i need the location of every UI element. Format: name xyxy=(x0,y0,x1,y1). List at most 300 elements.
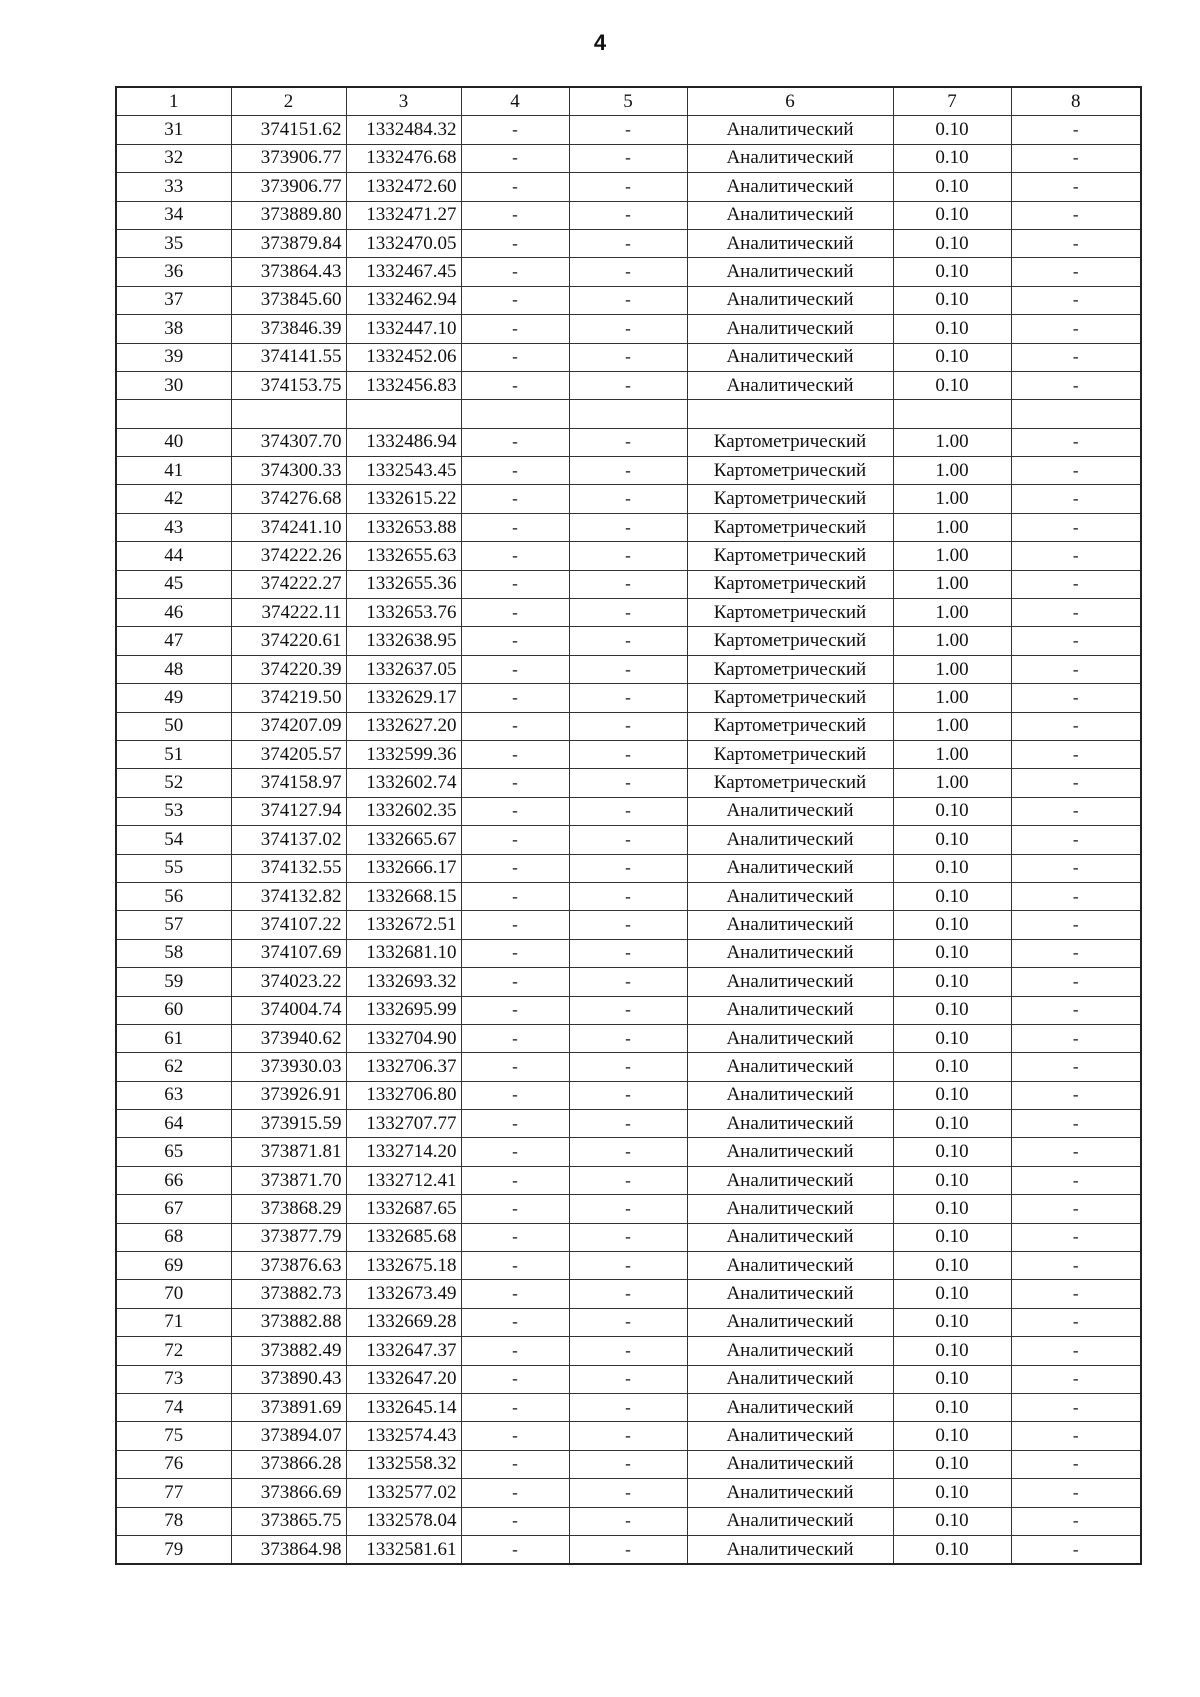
table-cell: - xyxy=(569,627,687,655)
table-cell: - xyxy=(1011,570,1141,598)
table-cell: 1332543.45 xyxy=(346,457,461,485)
table-cell: 1332484.32 xyxy=(346,116,461,144)
table-cell: 373891.69 xyxy=(231,1393,346,1421)
table-cell: 373845.60 xyxy=(231,286,346,314)
table-cell: 35 xyxy=(116,229,231,257)
table-cell: - xyxy=(569,542,687,570)
table-cell: Аналитический xyxy=(687,1053,893,1081)
table-row xyxy=(116,996,1141,1024)
table-cell: 373930.03 xyxy=(231,1053,346,1081)
table-cell: 64 xyxy=(116,1110,231,1138)
table-cell: - xyxy=(1011,968,1141,996)
table-row xyxy=(116,457,1141,485)
table-cell: 374276.68 xyxy=(231,485,346,513)
table-cell: 1332706.80 xyxy=(346,1081,461,1109)
table-cell: 0.10 xyxy=(893,1024,1011,1052)
table-cell: 34 xyxy=(116,201,231,229)
table-cell: 374151.62 xyxy=(231,116,346,144)
table-cell: - xyxy=(1011,684,1141,712)
table-cell: - xyxy=(461,882,569,910)
table-cell: - xyxy=(569,854,687,882)
table-cell: Аналитический xyxy=(687,1308,893,1336)
table-cell: 54 xyxy=(116,826,231,854)
table-row xyxy=(116,769,1141,797)
table-cell xyxy=(116,400,231,428)
table-cell: 374219.50 xyxy=(231,684,346,712)
table-cell: Аналитический xyxy=(687,371,893,399)
table-cell: 1332685.68 xyxy=(346,1223,461,1251)
table-cell: - xyxy=(461,173,569,201)
table-cell: 1332471.27 xyxy=(346,201,461,229)
table-cell: - xyxy=(569,996,687,1024)
table-cell: - xyxy=(569,1365,687,1393)
table-cell: Аналитический xyxy=(687,1479,893,1507)
table-cell: 1.00 xyxy=(893,684,1011,712)
table-cell xyxy=(461,400,569,428)
table-cell: 1332675.18 xyxy=(346,1252,461,1280)
table-cell: 0.10 xyxy=(893,826,1011,854)
table-cell: Аналитический xyxy=(687,882,893,910)
table-cell: - xyxy=(569,1138,687,1166)
table-cell: 374023.22 xyxy=(231,968,346,996)
table-cell: - xyxy=(1011,740,1141,768)
column-header-8: 8 xyxy=(1011,87,1141,116)
table-cell: - xyxy=(461,258,569,286)
table-cell: 1332629.17 xyxy=(346,684,461,712)
table-cell: 373864.98 xyxy=(231,1535,346,1564)
table-cell: 66 xyxy=(116,1166,231,1194)
table-cell: - xyxy=(461,371,569,399)
table-cell: - xyxy=(1011,712,1141,740)
table-cell: Аналитический xyxy=(687,996,893,1024)
table-cell: Аналитический xyxy=(687,1535,893,1564)
table-cell: - xyxy=(461,457,569,485)
table-cell: 1332655.63 xyxy=(346,542,461,570)
table-cell: 373871.81 xyxy=(231,1138,346,1166)
table-cell: 77 xyxy=(116,1479,231,1507)
table-cell: 0.10 xyxy=(893,343,1011,371)
table-cell: 374207.09 xyxy=(231,712,346,740)
column-header-7: 7 xyxy=(893,87,1011,116)
table-cell: 1332714.20 xyxy=(346,1138,461,1166)
table-cell: - xyxy=(569,428,687,456)
table-cell: 1332666.17 xyxy=(346,854,461,882)
table-cell: 1332665.67 xyxy=(346,826,461,854)
table-cell: 374222.26 xyxy=(231,542,346,570)
table-cell: - xyxy=(1011,173,1141,201)
table-cell: - xyxy=(569,1308,687,1336)
table-cell: - xyxy=(1011,144,1141,172)
table-cell: - xyxy=(1011,542,1141,570)
table-cell: Аналитический xyxy=(687,1138,893,1166)
table-cell: - xyxy=(1011,1110,1141,1138)
table-cell: 1332577.02 xyxy=(346,1479,461,1507)
table-cell: Аналитический xyxy=(687,1110,893,1138)
table-cell: Аналитический xyxy=(687,1365,893,1393)
table-cell: 1.00 xyxy=(893,485,1011,513)
table-row xyxy=(116,712,1141,740)
table-cell: 44 xyxy=(116,542,231,570)
table-cell: 373864.43 xyxy=(231,258,346,286)
table-cell: - xyxy=(461,1024,569,1052)
table-row xyxy=(116,485,1141,513)
table-cell: Аналитический xyxy=(687,797,893,825)
table-cell: 32 xyxy=(116,144,231,172)
table-row xyxy=(116,1166,1141,1194)
table-cell: 36 xyxy=(116,258,231,286)
table-cell: 45 xyxy=(116,570,231,598)
table-cell: Картометрический xyxy=(687,740,893,768)
table-cell: 61 xyxy=(116,1024,231,1052)
table-cell: 1332693.32 xyxy=(346,968,461,996)
table-cell: 1332602.35 xyxy=(346,797,461,825)
table-cell: - xyxy=(461,1110,569,1138)
table-cell: 1332687.65 xyxy=(346,1195,461,1223)
table-cell: 0.10 xyxy=(893,1422,1011,1450)
table-cell: - xyxy=(461,1365,569,1393)
table-cell: - xyxy=(1011,1507,1141,1535)
table-cell: 373882.88 xyxy=(231,1308,346,1336)
table-cell: - xyxy=(461,1053,569,1081)
table-cell: 1332645.14 xyxy=(346,1393,461,1421)
table-cell: Аналитический xyxy=(687,968,893,996)
table-cell: Аналитический xyxy=(687,826,893,854)
table-cell: Аналитический xyxy=(687,1507,893,1535)
table-cell: 55 xyxy=(116,854,231,882)
table-cell: 0.10 xyxy=(893,173,1011,201)
table-cell: - xyxy=(461,116,569,144)
table-row xyxy=(116,116,1141,144)
table-cell: 0.10 xyxy=(893,1479,1011,1507)
table-row xyxy=(116,1195,1141,1223)
table-cell: 1332637.05 xyxy=(346,655,461,683)
table-cell: - xyxy=(461,1195,569,1223)
table-row xyxy=(116,882,1141,910)
table-cell: 0.10 xyxy=(893,1166,1011,1194)
table-cell xyxy=(346,400,461,428)
table-row xyxy=(116,1138,1141,1166)
table-cell: - xyxy=(569,684,687,712)
table-cell: - xyxy=(569,513,687,541)
table-cell: 1332673.49 xyxy=(346,1280,461,1308)
table-cell: 76 xyxy=(116,1450,231,1478)
table-cell: 38 xyxy=(116,315,231,343)
table-cell: 48 xyxy=(116,655,231,683)
table-cell: 374241.10 xyxy=(231,513,346,541)
table-cell: Картометрический xyxy=(687,542,893,570)
table-cell: 67 xyxy=(116,1195,231,1223)
table-cell: - xyxy=(461,1422,569,1450)
table-cell: - xyxy=(569,1393,687,1421)
table-cell: Аналитический xyxy=(687,1280,893,1308)
table-cell: 70 xyxy=(116,1280,231,1308)
table-cell xyxy=(231,400,346,428)
table-cell: 374127.94 xyxy=(231,797,346,825)
table-cell xyxy=(1011,400,1141,428)
table-cell: - xyxy=(569,1280,687,1308)
table-cell: 56 xyxy=(116,882,231,910)
table-cell: - xyxy=(461,428,569,456)
table-cell: Аналитический xyxy=(687,1024,893,1052)
table-cell: Картометрический xyxy=(687,457,893,485)
table-cell: - xyxy=(461,201,569,229)
table-cell: - xyxy=(569,371,687,399)
table-cell: - xyxy=(569,882,687,910)
table-cell: 374222.27 xyxy=(231,570,346,598)
table-cell: Аналитический xyxy=(687,1223,893,1251)
table-cell: 373865.75 xyxy=(231,1507,346,1535)
table-cell: - xyxy=(569,457,687,485)
table-cell: - xyxy=(461,797,569,825)
table-cell: 0.10 xyxy=(893,144,1011,172)
table-cell: 57 xyxy=(116,911,231,939)
table-cell: - xyxy=(569,1535,687,1564)
table-cell: - xyxy=(1011,201,1141,229)
table-cell: 1332456.83 xyxy=(346,371,461,399)
table-row xyxy=(116,740,1141,768)
table-cell: 373866.28 xyxy=(231,1450,346,1478)
table-cell: - xyxy=(461,144,569,172)
table-cell: - xyxy=(569,655,687,683)
table-cell: 373868.29 xyxy=(231,1195,346,1223)
table-cell: 373876.63 xyxy=(231,1252,346,1280)
table-cell: 1332704.90 xyxy=(346,1024,461,1052)
table-cell: - xyxy=(569,1110,687,1138)
table-cell: - xyxy=(461,542,569,570)
table-row xyxy=(116,173,1141,201)
table-cell: - xyxy=(569,599,687,627)
table-cell: - xyxy=(569,1252,687,1280)
table-cell: Картометрический xyxy=(687,570,893,598)
table-cell: 1332467.45 xyxy=(346,258,461,286)
table-cell: 0.10 xyxy=(893,1223,1011,1251)
table-row xyxy=(116,229,1141,257)
table-cell: - xyxy=(1011,1138,1141,1166)
table-cell: 373882.73 xyxy=(231,1280,346,1308)
table-cell: - xyxy=(569,1024,687,1052)
table-row xyxy=(116,968,1141,996)
table-cell: - xyxy=(461,485,569,513)
table-row xyxy=(116,684,1141,712)
table-cell: - xyxy=(1011,1081,1141,1109)
table-cell: Картометрический xyxy=(687,684,893,712)
table-cell: - xyxy=(461,1393,569,1421)
table-cell: 373866.69 xyxy=(231,1479,346,1507)
table-cell: 0.10 xyxy=(893,1393,1011,1421)
table-cell: Аналитический xyxy=(687,1252,893,1280)
table-cell: - xyxy=(569,1081,687,1109)
table-cell: 1332672.51 xyxy=(346,911,461,939)
table-cell: 1.00 xyxy=(893,599,1011,627)
table-cell: - xyxy=(569,1507,687,1535)
table-cell: - xyxy=(1011,1365,1141,1393)
table-row xyxy=(116,1479,1141,1507)
table-cell: - xyxy=(461,939,569,967)
table-cell: 47 xyxy=(116,627,231,655)
table-cell xyxy=(893,400,1011,428)
table-cell: 37 xyxy=(116,286,231,314)
table-cell: 0.10 xyxy=(893,201,1011,229)
table-cell: - xyxy=(1011,343,1141,371)
table-cell: 39 xyxy=(116,343,231,371)
table-cell: 0.10 xyxy=(893,1337,1011,1365)
table-cell: 0.10 xyxy=(893,1535,1011,1564)
table-row xyxy=(116,826,1141,854)
column-header-2: 2 xyxy=(231,87,346,116)
table-cell: 1332472.60 xyxy=(346,173,461,201)
table-cell: 1332602.74 xyxy=(346,769,461,797)
table-cell: 53 xyxy=(116,797,231,825)
table-cell: Аналитический xyxy=(687,1166,893,1194)
table-cell: 374153.75 xyxy=(231,371,346,399)
table-cell: - xyxy=(569,173,687,201)
table-row xyxy=(116,1422,1141,1450)
table-cell: 1332476.68 xyxy=(346,144,461,172)
table-cell: - xyxy=(461,1479,569,1507)
table-cell: - xyxy=(1011,513,1141,541)
table-row xyxy=(116,315,1141,343)
table-cell: - xyxy=(1011,911,1141,939)
table-cell: - xyxy=(461,996,569,1024)
table-cell: - xyxy=(569,315,687,343)
table-cell: - xyxy=(461,740,569,768)
table-cell: 1332558.32 xyxy=(346,1450,461,1478)
table-cell: - xyxy=(569,712,687,740)
table-cell: 74 xyxy=(116,1393,231,1421)
table-cell: 58 xyxy=(116,939,231,967)
table-cell: - xyxy=(1011,485,1141,513)
table-cell: 1332647.37 xyxy=(346,1337,461,1365)
table-cell: 1.00 xyxy=(893,428,1011,456)
table-cell: 1.00 xyxy=(893,627,1011,655)
table-row xyxy=(116,1053,1141,1081)
table-cell: 0.10 xyxy=(893,1138,1011,1166)
table-row xyxy=(116,627,1141,655)
table-cell: 51 xyxy=(116,740,231,768)
table-cell: 1332447.10 xyxy=(346,315,461,343)
table-cell: - xyxy=(569,968,687,996)
table-row xyxy=(116,513,1141,541)
table-cell: 52 xyxy=(116,769,231,797)
table-row xyxy=(116,1223,1141,1251)
table-cell: - xyxy=(1011,258,1141,286)
table-cell: Аналитический xyxy=(687,144,893,172)
table-cell: - xyxy=(1011,315,1141,343)
table-cell: 1.00 xyxy=(893,769,1011,797)
table-row xyxy=(116,201,1141,229)
table-cell: 1332574.43 xyxy=(346,1422,461,1450)
table-row xyxy=(116,797,1141,825)
table-cell: - xyxy=(569,939,687,967)
table-cell: 373906.77 xyxy=(231,144,346,172)
table-cell: Аналитический xyxy=(687,1393,893,1421)
table-cell: 0.10 xyxy=(893,1308,1011,1336)
table-row xyxy=(116,854,1141,882)
table-cell: - xyxy=(1011,1337,1141,1365)
table-row xyxy=(116,286,1141,314)
table-cell: - xyxy=(1011,371,1141,399)
table-cell: - xyxy=(569,1195,687,1223)
table-header xyxy=(116,87,1141,116)
page-number: 4 xyxy=(593,30,607,55)
table-cell: 373846.39 xyxy=(231,315,346,343)
table-cell: 374141.55 xyxy=(231,343,346,371)
table-cell: 72 xyxy=(116,1337,231,1365)
table-cell: 373877.79 xyxy=(231,1223,346,1251)
column-header-6: 6 xyxy=(687,87,893,116)
table-cell: 33 xyxy=(116,173,231,201)
table-cell: - xyxy=(461,911,569,939)
table-cell: 65 xyxy=(116,1138,231,1166)
table-cell: 59 xyxy=(116,968,231,996)
table-cell: - xyxy=(461,684,569,712)
table-cell: - xyxy=(569,769,687,797)
table-cell: - xyxy=(1011,457,1141,485)
table-row xyxy=(116,1507,1141,1535)
table-cell: Аналитический xyxy=(687,854,893,882)
table-cell: 1332653.76 xyxy=(346,599,461,627)
table-cell: 0.10 xyxy=(893,371,1011,399)
table-cell: 0.10 xyxy=(893,1081,1011,1109)
table-cell: - xyxy=(1011,1252,1141,1280)
coordinates-table xyxy=(115,86,1142,1565)
table-row xyxy=(116,144,1141,172)
table-cell: 0.10 xyxy=(893,258,1011,286)
table-cell: 30 xyxy=(116,371,231,399)
table-cell: - xyxy=(461,1507,569,1535)
table-cell: Картометрический xyxy=(687,428,893,456)
table-cell: 0.10 xyxy=(893,996,1011,1024)
table-cell: 0.10 xyxy=(893,1252,1011,1280)
table-cell: Аналитический xyxy=(687,1081,893,1109)
table-cell: 1332647.20 xyxy=(346,1365,461,1393)
table-cell: - xyxy=(569,911,687,939)
table-cell: - xyxy=(569,1479,687,1507)
table-cell: - xyxy=(461,769,569,797)
table-cell: 374222.11 xyxy=(231,599,346,627)
table-row xyxy=(116,1024,1141,1052)
table-cell: 1.00 xyxy=(893,542,1011,570)
table-cell: - xyxy=(1011,1223,1141,1251)
table-row xyxy=(116,655,1141,683)
table-cell: 0.10 xyxy=(893,1053,1011,1081)
table-row xyxy=(116,1252,1141,1280)
table-cell: - xyxy=(461,1337,569,1365)
table-row xyxy=(116,599,1141,627)
table-cell: 374132.82 xyxy=(231,882,346,910)
table-cell: 0.10 xyxy=(893,797,1011,825)
table-cell: 1332707.77 xyxy=(346,1110,461,1138)
table-cell: Аналитический xyxy=(687,116,893,144)
table-cell: - xyxy=(461,712,569,740)
table-cell: Аналитический xyxy=(687,258,893,286)
table-cell: - xyxy=(569,797,687,825)
table-cell xyxy=(569,400,687,428)
table-row xyxy=(116,343,1141,371)
table-cell: - xyxy=(1011,229,1141,257)
table-cell: 0.10 xyxy=(893,1450,1011,1478)
table-cell: 42 xyxy=(116,485,231,513)
table-cell: 50 xyxy=(116,712,231,740)
table-cell: 73 xyxy=(116,1365,231,1393)
table-row xyxy=(116,1308,1141,1336)
table-cell: - xyxy=(1011,428,1141,456)
table-cell: 1.00 xyxy=(893,655,1011,683)
table-row xyxy=(116,1337,1141,1365)
table-cell: - xyxy=(569,144,687,172)
table-cell: - xyxy=(461,968,569,996)
table-cell: 31 xyxy=(116,116,231,144)
